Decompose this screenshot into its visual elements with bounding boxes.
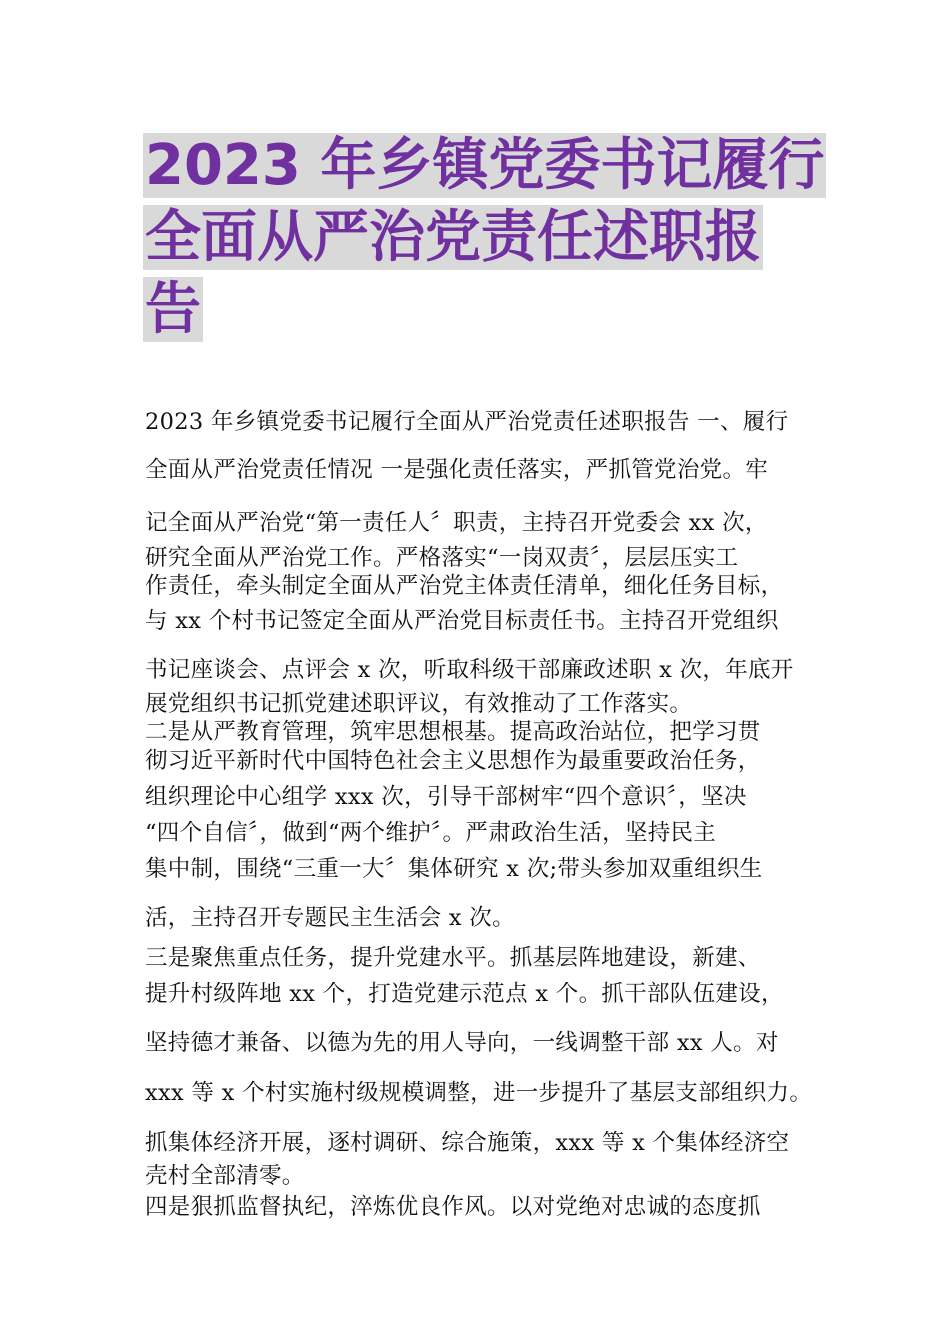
document-title <box>143 130 823 346</box>
body-line: 坚持德才兼备、以德为先的用人导向，一线调整干部 xx 人。对 <box>145 1030 779 1056</box>
body-line: 四是狠抓监督执纪，淬炼优良作风。以对党绝对忠诚的态度抓 <box>145 1194 761 1220</box>
body-line: 2023 年乡镇党委书记履行全面从严治党责任述职报告 一、履行 <box>145 409 789 435</box>
body-line: 研究全面从严治党工作。严格落实“一岗双责〞，层层压实工 <box>145 545 739 571</box>
title-line: 全面从严治党责任述职报 <box>145 205 761 270</box>
body-line: 三是聚焦重点任务，提升党建水平。抓基层阵地建设，新建、 <box>145 945 761 971</box>
title-line: 告 <box>145 277 201 342</box>
body-line: 展党组织书记抓党建述职评议，有效推动了工作落实。 <box>145 691 693 717</box>
body-line: 书记座谈会、点评会 x 次，听取科级干部廉政述职 x 次，年底开 <box>145 657 794 683</box>
body-line: 二是从严教育管理，筑牢思想根基。提高政治站位，把学习贯 <box>145 719 761 745</box>
body-line: 集中制，围绕“三重一大〞集体研究 x 次;带头参加双重组织生 <box>145 856 763 882</box>
body-line: 组织理论中心组学 xxx 次，引导干部树牢“四个意识〞，坚决 <box>145 784 747 810</box>
body-line: 记全面从严治党“第一责任人〞职责，主持召开党委会 xx 次， <box>145 510 768 536</box>
body-line: 作责任，牵头制定全面从严治党主体责任清单，细化任务目标， <box>145 573 784 599</box>
body-line: 提升村级阵地 xx 个，打造党建示范点 x 个。抓干部队伍建设， <box>145 981 784 1007</box>
body-line: 全面从严治党责任情况 一是强化责任落实，严抓管党治党。牢 <box>145 457 769 483</box>
body-line: 抓集体经济开展，逐村调研、综合施策，xxx 等 x 个集体经济空 <box>145 1130 790 1156</box>
body-line: xxx 等 x 个村实施村级规模调整，进一步提升了基层支部组织力。 <box>145 1080 813 1106</box>
body-line: “四个自信〞，做到“两个维护〞。严肃政治生活，坚持民主 <box>145 820 717 846</box>
body-line: 彻习近平新时代中国特色社会主义思想作为最重要政治任务， <box>145 748 761 774</box>
body-line: 活，主持召开专题民主生活会 x 次。 <box>145 905 515 931</box>
title-line: 2023 年乡镇党委书记履行 <box>145 133 825 198</box>
body-line: 与 xx 个村书记签定全面从严治党目标责任书。主持召开党组织 <box>145 608 779 634</box>
body-line: 壳村全部清零。 <box>145 1163 305 1189</box>
